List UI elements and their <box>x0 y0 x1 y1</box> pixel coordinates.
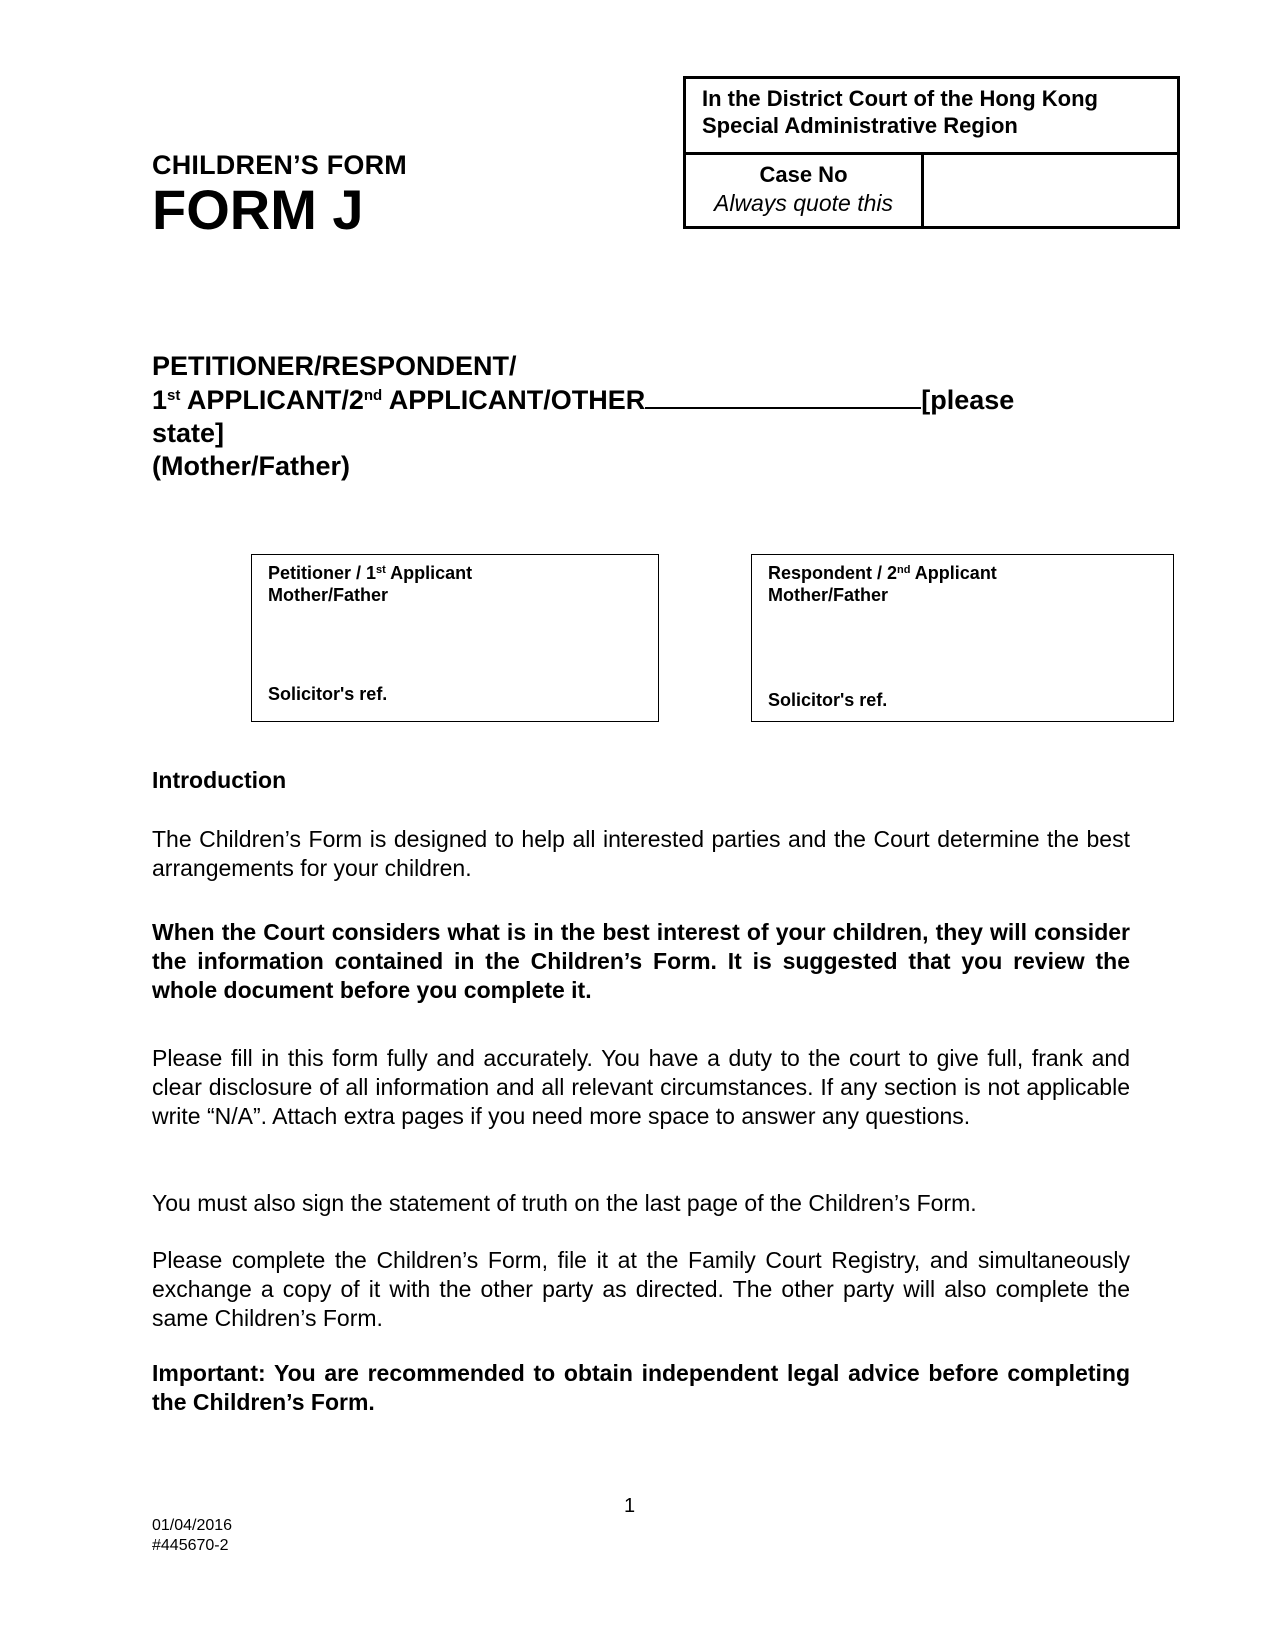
footer-meta <box>152 1516 232 1556</box>
case-no-field[interactable] <box>924 155 1177 226</box>
party-other-blank-line[interactable] <box>645 383 921 409</box>
court-name <box>686 79 1177 155</box>
intro-paragraph-2: When the Court considers what is in the best interest of your children, they will consider the information contained in the Children’s Form. It is suggested that you review the whole document before you complete it. <box>152 919 1130 1003</box>
respondent-solicitor-ref-label: Solicitor's ref. <box>768 690 888 710</box>
party-heading-line-4: (Mother/Father) <box>152 451 350 481</box>
court-name-line-1: In the District Court of the Hong Kong <box>702 86 1098 111</box>
form-title: FORM J <box>152 178 364 241</box>
intro-paragraph-5: Please complete the Children’s Form, file it at the Family Court Registry, and simultaneously exchange a copy of it with the other party as directed. The other party will also complete the same Children’s Form. <box>152 1247 1130 1331</box>
case-no-label: Case No <box>759 162 848 187</box>
petitioner-solicitor-ref-label: Solicitor's ref. <box>268 684 388 704</box>
case-no-note: Always quote this <box>714 190 893 216</box>
petitioner-box[interactable] <box>251 554 659 722</box>
case-no-label-cell <box>686 155 924 226</box>
petitioner-parent-label: Mother/Father <box>268 585 389 605</box>
intro-paragraph-6: Important: You are recommended to obtain independent legal advice before completing the Children’s Form. <box>152 1360 1130 1415</box>
intro-paragraph-3: Please fill in this form fully and accurately. You have a duty to the court to give full, frank and clear disclosure of all information and all relevant circumstances. If any section is not applicable write “N/A”. Attach extra pages if you need more space to answer any questions. <box>152 1045 1130 1129</box>
respondent-role-label: Respondent / 2nd Applicant <box>768 563 997 583</box>
petitioner-role-label: Petitioner / 1st Applicant <box>268 563 473 583</box>
party-heading-line-2: 1st APPLICANT/2nd APPLICANT/OTHER [please <box>152 385 1015 415</box>
page-number: 1 <box>624 1495 636 1517</box>
form-subtitle: CHILDREN’S FORM <box>152 150 407 180</box>
intro-paragraph-4: You must also sign the statement of truth on the last page of the Children’s Form. <box>152 1190 977 1216</box>
respondent-box[interactable] <box>751 554 1174 722</box>
court-name-line-2: Special Administrative Region <box>702 113 1018 138</box>
party-heading-line-3: state] <box>152 418 225 448</box>
footer-date: 01/04/2016 <box>152 1517 233 1534</box>
party-heading <box>152 350 1072 483</box>
introduction-heading: Introduction <box>152 767 287 793</box>
footer-doc-ref: #445670-2 <box>152 1537 229 1554</box>
party-heading-line-1: PETITIONER/RESPONDENT/ <box>152 351 517 381</box>
court-case-box <box>683 76 1180 229</box>
respondent-parent-label: Mother/Father <box>768 585 889 605</box>
intro-paragraph-1: The Children’s Form is designed to help all interested parties and the Court determine the best arrangements for your children. <box>152 826 1130 881</box>
